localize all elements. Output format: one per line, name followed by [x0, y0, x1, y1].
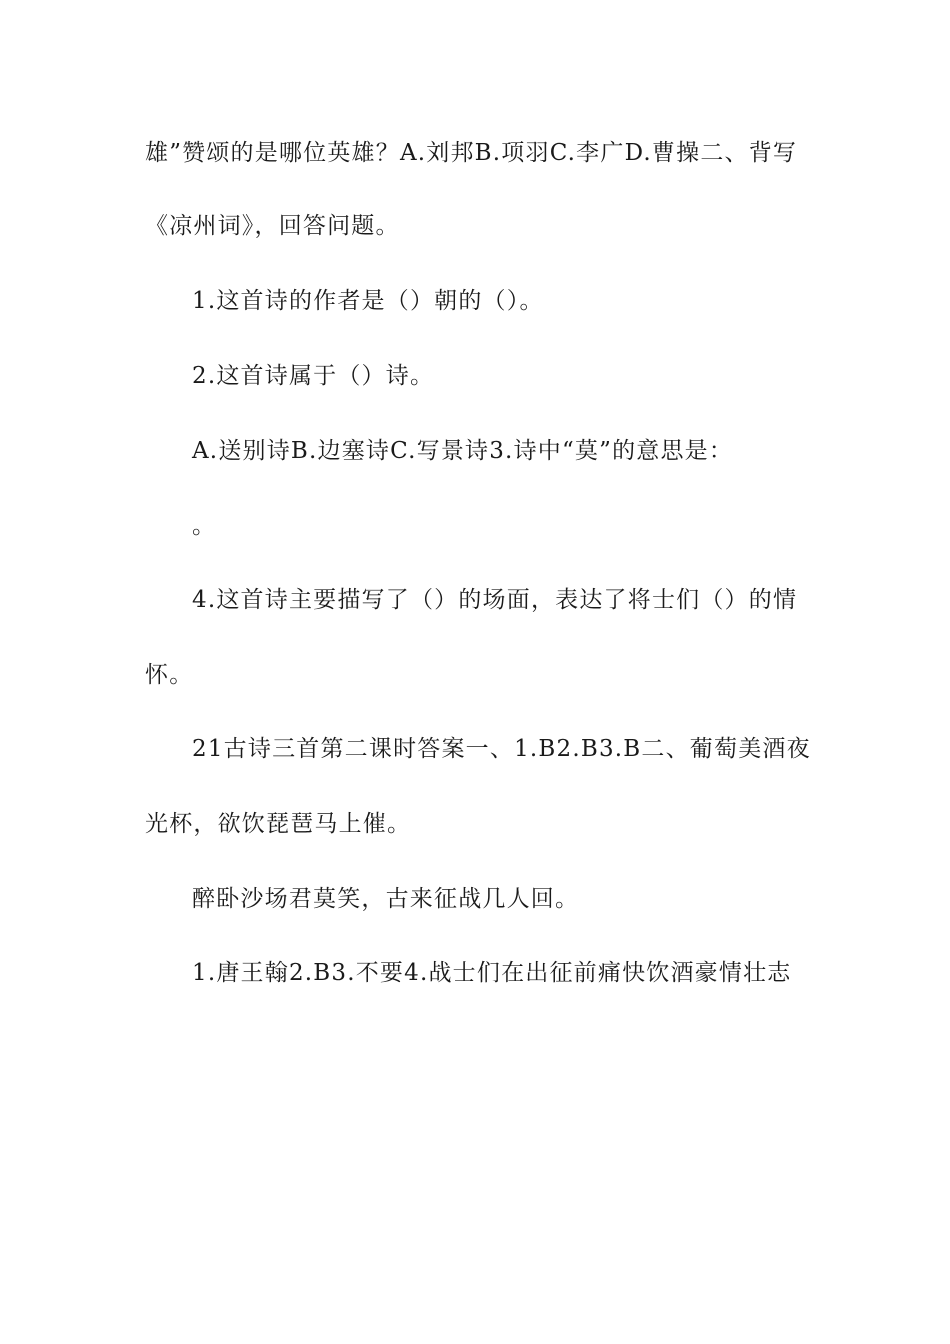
- text-line-1: 雄”赞颂的是哪位英雄？A.刘邦B.项羽C.李广D.曹操二、背写: [145, 140, 798, 166]
- question-1-line: 1.这首诗的作者是（）朝的（）。: [192, 288, 544, 314]
- answers-line: 1.唐王翰2.B3.不要4.战士们在出征前痛快饮酒豪情壮志: [192, 960, 792, 986]
- question-2-line: 2.这首诗属于（）诗。: [192, 363, 435, 389]
- answer-heading-line: 21古诗三首第二课时答案一、1.B2.B3.B二、葡萄美酒夜: [192, 736, 811, 762]
- question-4-line: 4.这首诗主要描写了（）的场面，表达了将士们（）的情: [192, 587, 798, 613]
- text-line-2: 《凉州词》，回答问题。: [145, 213, 400, 239]
- question-4-continuation: 怀。: [145, 662, 194, 688]
- answer-blank-line: 。: [192, 513, 217, 539]
- poem-line-1: 光杯，欲饮琵琶马上催。: [145, 811, 412, 837]
- poem-line-2: 醉卧沙场君莫笑，古来征战几人回。: [192, 886, 580, 912]
- options-question-3-line: A.送别诗B.边塞诗C.写景诗3.诗中“莫”的意思是：: [192, 438, 734, 464]
